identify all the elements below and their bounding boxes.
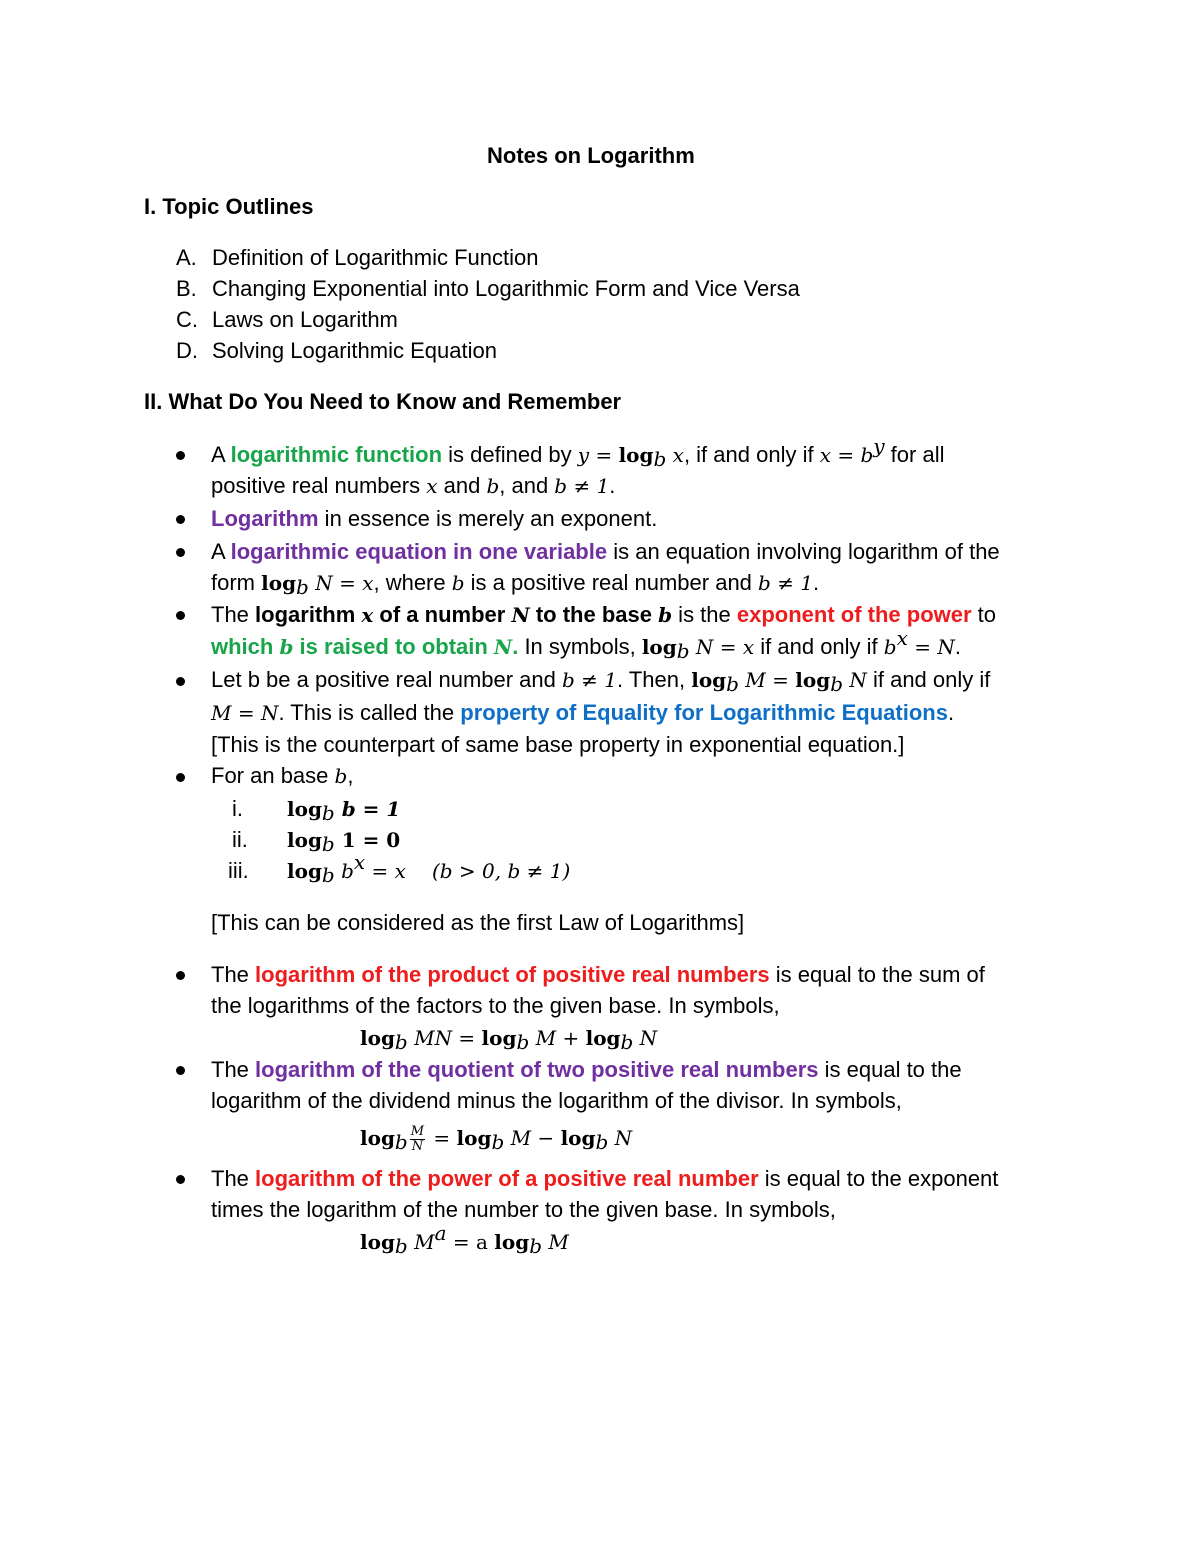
outline-text: Definition of Logarithmic Function [212,245,539,270]
bullet-icon [176,548,185,557]
bullet-any-base: For an base b, [211,763,354,788]
outline-item-b [176,275,800,303]
section-heading-topic-outlines: I. Topic Outlines [144,194,314,219]
bullet-product-law-line2: the logarithms of the factors to the given base. In symbols, [211,993,780,1018]
fraction: $\frac{M}{N}$ [410,1123,425,1154]
section-heading-what-to-know: II. What Do You Need to Know and Remember [144,389,622,414]
outline-letter: D. [176,338,198,363]
page-title: Notes on Logarithm [487,143,695,168]
roman-item-ii: ii. $\log_b 1 = 0$ [232,827,401,856]
bullet-power-law-line2: times the logarithm of the number to the given base. In symbols, [211,1197,836,1222]
outline-item-c [176,306,398,334]
product-law-formula: $\log_b$ MN = $\log_b M + \log_b N$ [360,1026,658,1054]
bullet-icon [176,1175,185,1184]
bullet-product-law-line1: The logarithm of the product of positive real numbers is equal to the sum of [211,962,985,987]
bullet-logarithmic-equation-line2: form $\log_b N = x$, where b is a positive real number and b ≠ 1. [211,570,820,599]
bullet-icon [176,677,185,686]
outline-letter: A. [176,245,197,270]
outline-text: Solving Logarithmic Equation [212,338,497,363]
bullet-equality-property-line1: Let b be a positive real number and b ≠ 1. Then, $\log_b M = \log_b N$ if and only if [211,667,991,696]
bullet-logarithm-definition-line2: which b is raised to obtain N. In symbols, $\log_b N = x$ if and only if $b^x = N$. [211,626,961,663]
roman-item-i: i. $\log_b b = 1$ [232,796,401,825]
bullet-power-law-line1: The logarithm of the power of a positive real number is equal to the exponent [211,1166,999,1191]
bullet-logarithm-definition-line1: The logarithm x of a number N to the base b is the exponent of the power to [211,602,997,627]
first-law-note: [This can be considered as the first Law of Logarithms] [211,910,745,935]
bullet-logarithmic-function-line1: A logarithmic function is defined by $y = \log_b x$, if and only if $x = b^y$ for all [211,434,945,471]
bullet-logarithmic-function-line2: positive real numbers x and b, and b ≠ 1. [211,473,616,498]
outline-letter: C. [176,307,198,332]
roman-item-iii: iii. $\log_b b^x = x$ (b > 0, b ≠ 1) [228,850,571,887]
bullet-icon [176,773,185,782]
outline-item-d [176,337,497,365]
bullet-icon [176,971,185,980]
bullet-icon [176,611,185,620]
outline-text: Laws on Logarithm [212,307,398,332]
bullet-icon [176,515,185,524]
outline-letter: B. [176,276,197,301]
bullet-quotient-law-line1: The logarithm of the quotient of two positive real numbers is equal to the [211,1057,962,1082]
bullet-icon [176,451,185,460]
bullet-quotient-law-line2: logarithm of the dividend minus the logarithm of the divisor. In symbols, [211,1088,902,1113]
bullet-equality-property-line2: M = N. This is called the property of Equality for Logarithmic Equations. [211,700,955,725]
outline-text: Changing Exponential into Logarithmic Form and Vice Versa [212,276,800,301]
bullet-equality-property-line3: [This is the counterpart of same base property in exponential equation.] [211,732,905,757]
bullet-logarithm-exponent: Logarithm in essence is merely an exponent. [211,506,658,531]
bullet-logarithmic-equation-line1: A logarithmic equation in one variable is an equation involving logarithm of the [211,539,1000,564]
power-law-formula: $\log_b M^a = a$ $\log_b M$ [360,1221,569,1258]
outline-item-a [176,244,539,272]
bullet-icon [176,1066,185,1075]
quotient-law-formula: $\log_b$ $\frac{M}{N}$ = $\log_b M - \log_b N$ [360,1123,633,1154]
